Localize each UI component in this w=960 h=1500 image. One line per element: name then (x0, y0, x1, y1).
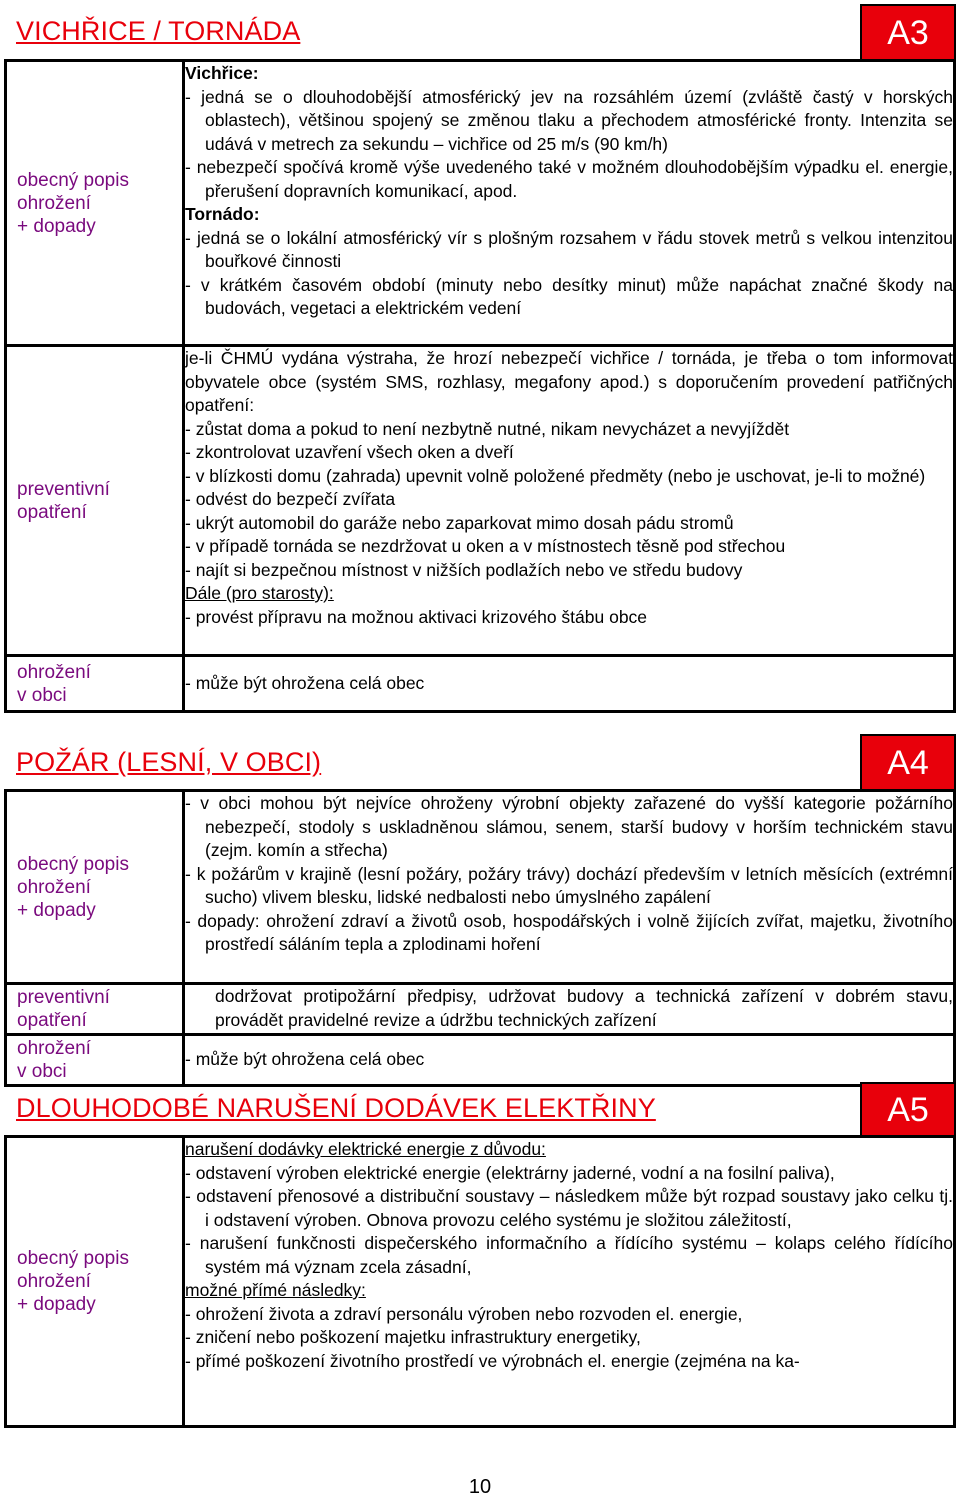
consequence-heading: možné přímé následky: (185, 1280, 366, 1300)
content-obecny-a4 (184, 791, 955, 984)
list-item: - v blízkosti domu (zahrada) upevnit volně položené předměty (nebo je uschovat, je-li to možné) (185, 465, 926, 486)
list-item: - odvést do bezpečí zvířata (185, 489, 396, 509)
label-line: opatření (17, 1010, 87, 1031)
list-item: - narušení funkčnosti dispečerského informačního a řídícího systému – kolaps celého řídícího systém má význam zcela zásadní, (185, 1233, 953, 1277)
section-title-a5: DLOUHODOBÉ NARUŠENÍ DODÁVEK ELEKTŘINY (16, 1093, 656, 1123)
section-title-a3: VICHŘICE / TORNÁDA (16, 16, 301, 46)
section-code-a5: A5 (860, 1082, 956, 1138)
vichrice-heading: Vichřice: (185, 63, 259, 83)
list-item: - k požárům v krajině (lesní požáry, požáry trávy) dochází především v letních měsících (extrémní sucho) vlivem blesku, lidské nedbalosti nebo úmyslného zapálení (185, 863, 953, 907)
label-line: + dopady (17, 1294, 96, 1315)
list-item: - v případě tornáda se nezdržovat u oken a v místnostech těsně pod střechou (185, 536, 786, 556)
label-line: ohrožení (17, 661, 91, 683)
label-cell-obecny-a3 (6, 61, 184, 346)
list-item: - ukrýt automobil do garáže nebo zaparkovat mimo dosah pádu stromů (185, 512, 734, 533)
list-item: - v obci mohou být nejvíce ohroženy výrobní objekty zařazené do vyšší kategorie požárního nebezpečí, stodoly s uskladněnou slámou, senem, starší budovy v horším technickém stavu (zejm. komín a střecha) (185, 793, 953, 860)
label-cell-obec-a3 (6, 656, 184, 712)
list-item: - zůstat doma a pokud to není nezbytně nutné, nikam nevycházet a nevyjíždět (185, 418, 790, 439)
page-number: 10 (468, 1476, 492, 1498)
list-item: - může být ohrožena celá obec (185, 672, 425, 693)
section-table-a4 (4, 789, 956, 1087)
content-preventivni-a4 (184, 984, 955, 1035)
prevention-intro: je-li ČHMÚ vydána výstraha, že hrozí nebezpečí vichřice / tornáda, je třeba o tom informovat obyvatele obce (systém SMS, rozhlasy, megafony apod.) s doporučením provedení patřičných opatření: (185, 348, 953, 415)
label-line: ohrožení (17, 1271, 91, 1292)
label-cell-obecny-a4 (6, 791, 184, 984)
list-item: - ohrožení života a zdraví personálu výroben nebo rozvoden el. energie, (185, 1303, 743, 1324)
section-table-a3 (4, 59, 956, 713)
tornado-heading: Tornádo: (185, 204, 260, 224)
label-cell-obec-a4 (6, 1035, 184, 1086)
label-line: ohrožení (17, 876, 91, 898)
list-item: - odstavení výroben elektrické energie (elektrárny jaderné, vodní a na fosilní paliva), (185, 1162, 835, 1183)
section-table-a5 (4, 1135, 956, 1428)
list-item: - zničení nebo poškození majetku infrastruktury energetiky, (185, 1327, 641, 1347)
label-cell-preventivni-a3 (6, 346, 184, 656)
label-line: opatření (17, 501, 87, 523)
list-item: - provést přípravu na možnou aktivaci krizového štábu obce (185, 606, 648, 627)
label-cell-preventivni-a4 (6, 984, 184, 1035)
label-line: preventivní (17, 987, 110, 1008)
list-item: - může být ohrožena celá obec (185, 1049, 425, 1070)
section-code-a4: A4 (860, 734, 956, 792)
label-line: v obci (17, 1061, 67, 1082)
list-item: - najít si bezpečnou místnost v nižších podlažích nebo ve středu budovy (185, 559, 743, 580)
content-preventivni-a3 (184, 346, 955, 656)
label-line: + dopady (17, 899, 96, 921)
dale-heading: Dále (pro starosty): (185, 583, 334, 603)
content-obec-a3 (184, 656, 955, 712)
section-title-a4: POŽÁR (LESNÍ, V OBCI) (16, 747, 322, 777)
content-obec-a4 (184, 1035, 955, 1086)
content-obecny-a5 (184, 1137, 955, 1427)
label-line: ohrožení (17, 192, 91, 214)
label-line: obecný popis (17, 853, 129, 875)
list-item: - přímé poškození životního prostředí ve výrobnách el. energie (zejména na ka- (185, 1350, 800, 1371)
list-item: - odstavení přenosové a distribuční soustavy – následkem může být rozpad soustavy jako celku tj. i odstavení výroben. Obnova provozu celého systému je složitou záležitostí, (185, 1186, 953, 1230)
prevention-text: dodržovat protipožární předpisy, udržovat budovy a technická zařízení v dobrém stavu, provádět pravidelné revize a údržbu technických zařízení (215, 986, 953, 1030)
list-item: - v krátkém časovém období (minuty nebo desítky minut) může napáchat značné škody na budovách, vegetaci a elektrickém vedení (185, 274, 953, 318)
label-cell-obecny-a5 (6, 1137, 184, 1427)
section-code-a3: A3 (860, 4, 956, 62)
list-item: - nebezpečí spočívá kromě výše uvedeného také v možném dlouhodobějším výpadku el. energie, přerušení dopravních komunikací, apod. (185, 157, 953, 201)
label-line: obecný popis (17, 169, 129, 191)
label-line: preventivní (17, 478, 110, 500)
list-item: - jedná se o lokální atmosférický vír s plošným rozsahem v řádu stovek metrů s velkou intenzitou bouřkové činnosti (185, 227, 953, 271)
label-line: ohrožení (17, 1038, 91, 1059)
list-item: - dopady: ohrožení zdraví a životů osob, hospodářských i volně žijících zvířat, majetku, životního prostředí sáláním tepla a zplodinami hoření (185, 910, 953, 954)
cause-heading: narušení dodávky elektrické energie z důvodu: (185, 1139, 546, 1159)
list-item: - zkontrolovat uzavření všech oken a dveří (185, 442, 514, 462)
label-line: + dopady (17, 215, 96, 237)
list-item: - jedná se o dlouhodobější atmosférický jev na rozsáhlém území (zvláště častý v horských oblastech), většinou spojený se změnou tlaku a přechodem atmosférické fronty. Intenzita se udává v metrech za sekundu – vichřice od 25 m/s (90 km/h) (185, 86, 953, 154)
content-obecny-a3 (184, 61, 955, 346)
label-line: obecný popis (17, 1248, 129, 1269)
label-line: v obci (17, 684, 67, 706)
